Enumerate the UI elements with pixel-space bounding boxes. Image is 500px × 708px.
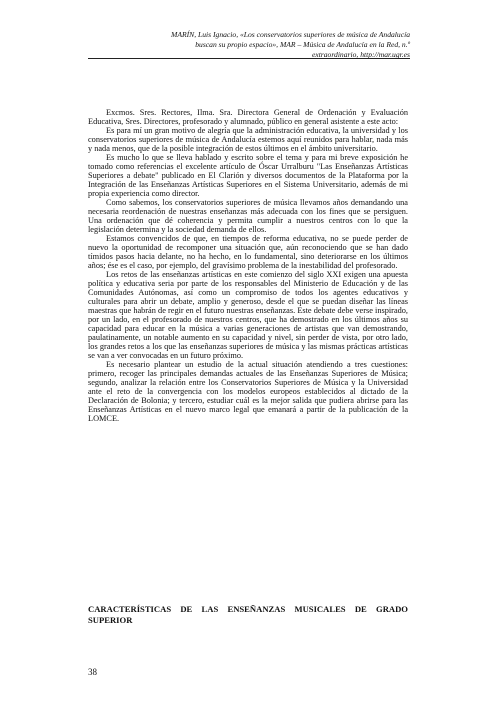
page-number: 38 — [88, 667, 97, 677]
paragraph: Excmos. Sres. Rectores, Ilma. Sra. Directora General de Ordenación y Evaluación Educativa, Sres. Directores, profesorado y alumnado, público en general asistente a este acto: — [88, 108, 408, 126]
paragraph: Es mucho lo que se lleva hablado y escrito sobre el tema y para mi breve exposición he tomado como referencias el excelente artículo de Óscar Urralburu "Las Enseñanzas Artísticas Superiores a debate" publicado en El Clarión y diversos documentos de la Plataforma por la Integración de las Enseñanzas Artísticas Superiores en el Sistema Universitario, además de mi propia experiencia como director. — [88, 153, 408, 198]
paragraph: Como sabemos, los conservatorios superiores de música llevamos años demandando una necesaria reordenación de nuestras enseñanzas más adecuada con los fines que se persiguen. Una ordenación que dé coherencia y permita cumplir a nuestros centros con lo que la legislación determina y la sociedad demanda de ellos. — [88, 198, 408, 234]
header-rule — [88, 58, 410, 59]
body-text — [88, 108, 408, 423]
header-link[interactable]: http://mar.ugr.es — [360, 50, 410, 59]
paragraph: Los retos de las enseñanzas artísticas en este comienzo del siglo XXI exigen una apuesta política y educativa seria por parte de los responsables del Ministerio de Educación y de las Comunidades Autónomas, así como un compromiso de todos los agentes educativos y culturales para abrir un debate, amplio y generoso, desde el que se puedan diseñar las líneas maestras que habrán de regir en el futuro nuestras enseñanzas. Este debate debe verse inspirado, por un lado, en el profesorado de nuestros centros, que ha demostrado en los últimos años su capacidad para educar en la música a varias generaciones de artistas que van demostrando, paulatinamente, un notable aumento en su capacidad y nivel, sin perder de vista, por otro lado, los grandes retos a los que las enseñanzas superiores de música y las mismas prácticas artísticas se van a ver convocadas en un futuro próximo. — [88, 270, 408, 360]
section-heading: CARACTERÍSTICAS DE LAS ENSEÑANZAS MUSICALES DE GRADO SUPERIOR — [88, 604, 408, 625]
header-citation: MARÍN, Luis Ignacio, «Los conservatorios superiores de música de Andalucía buscan su propio espacio», MAR – Música de Andalucía en la Red, n.º extraordinario, — [171, 30, 410, 59]
paragraph: Es para mí un gran motivo de alegría que la administración educativa, la universidad y los conservatorios superiores de música de Andalucía estemos aquí reunidos para hablar, nada más y nada menos, que de la posible integración de estos últimos en el ámbito universitario. — [88, 126, 408, 153]
paragraph: Estamos convencidos de que, en tiempos de reforma educativa, no se puede perder de nuevo la oportunidad de recomponer una situación que, aún reconociendo que se han dado tímidos pasos hacia delante, no ha hecho, en lo fundamental, sino deteriorarse en los últimos años; ése es el caso, por ejemplo, del gravísimo problema de la inestabilidad del profesorado. — [88, 234, 408, 270]
running-header — [160, 30, 410, 60]
paragraph: Es necesario plantear un estudio de la actual situación atendiendo a tres cuestiones: primero, recoger las principales demandas actuales de las Enseñanzas Superiores de Música; segundo, analizar la relación entre los Conservatorios Superiores de Música y la Universidad ante el reto de la convergencia con los modelos europeos establecidos al dictado de la Declaración de Bolonia; y tercero, estudiar cuál es la mejor salida que pudiera abrirse para las Enseñanzas Artísticas en el nuevo marco legal que emanará a partir de la publicación de la LOMCE. — [88, 360, 408, 423]
